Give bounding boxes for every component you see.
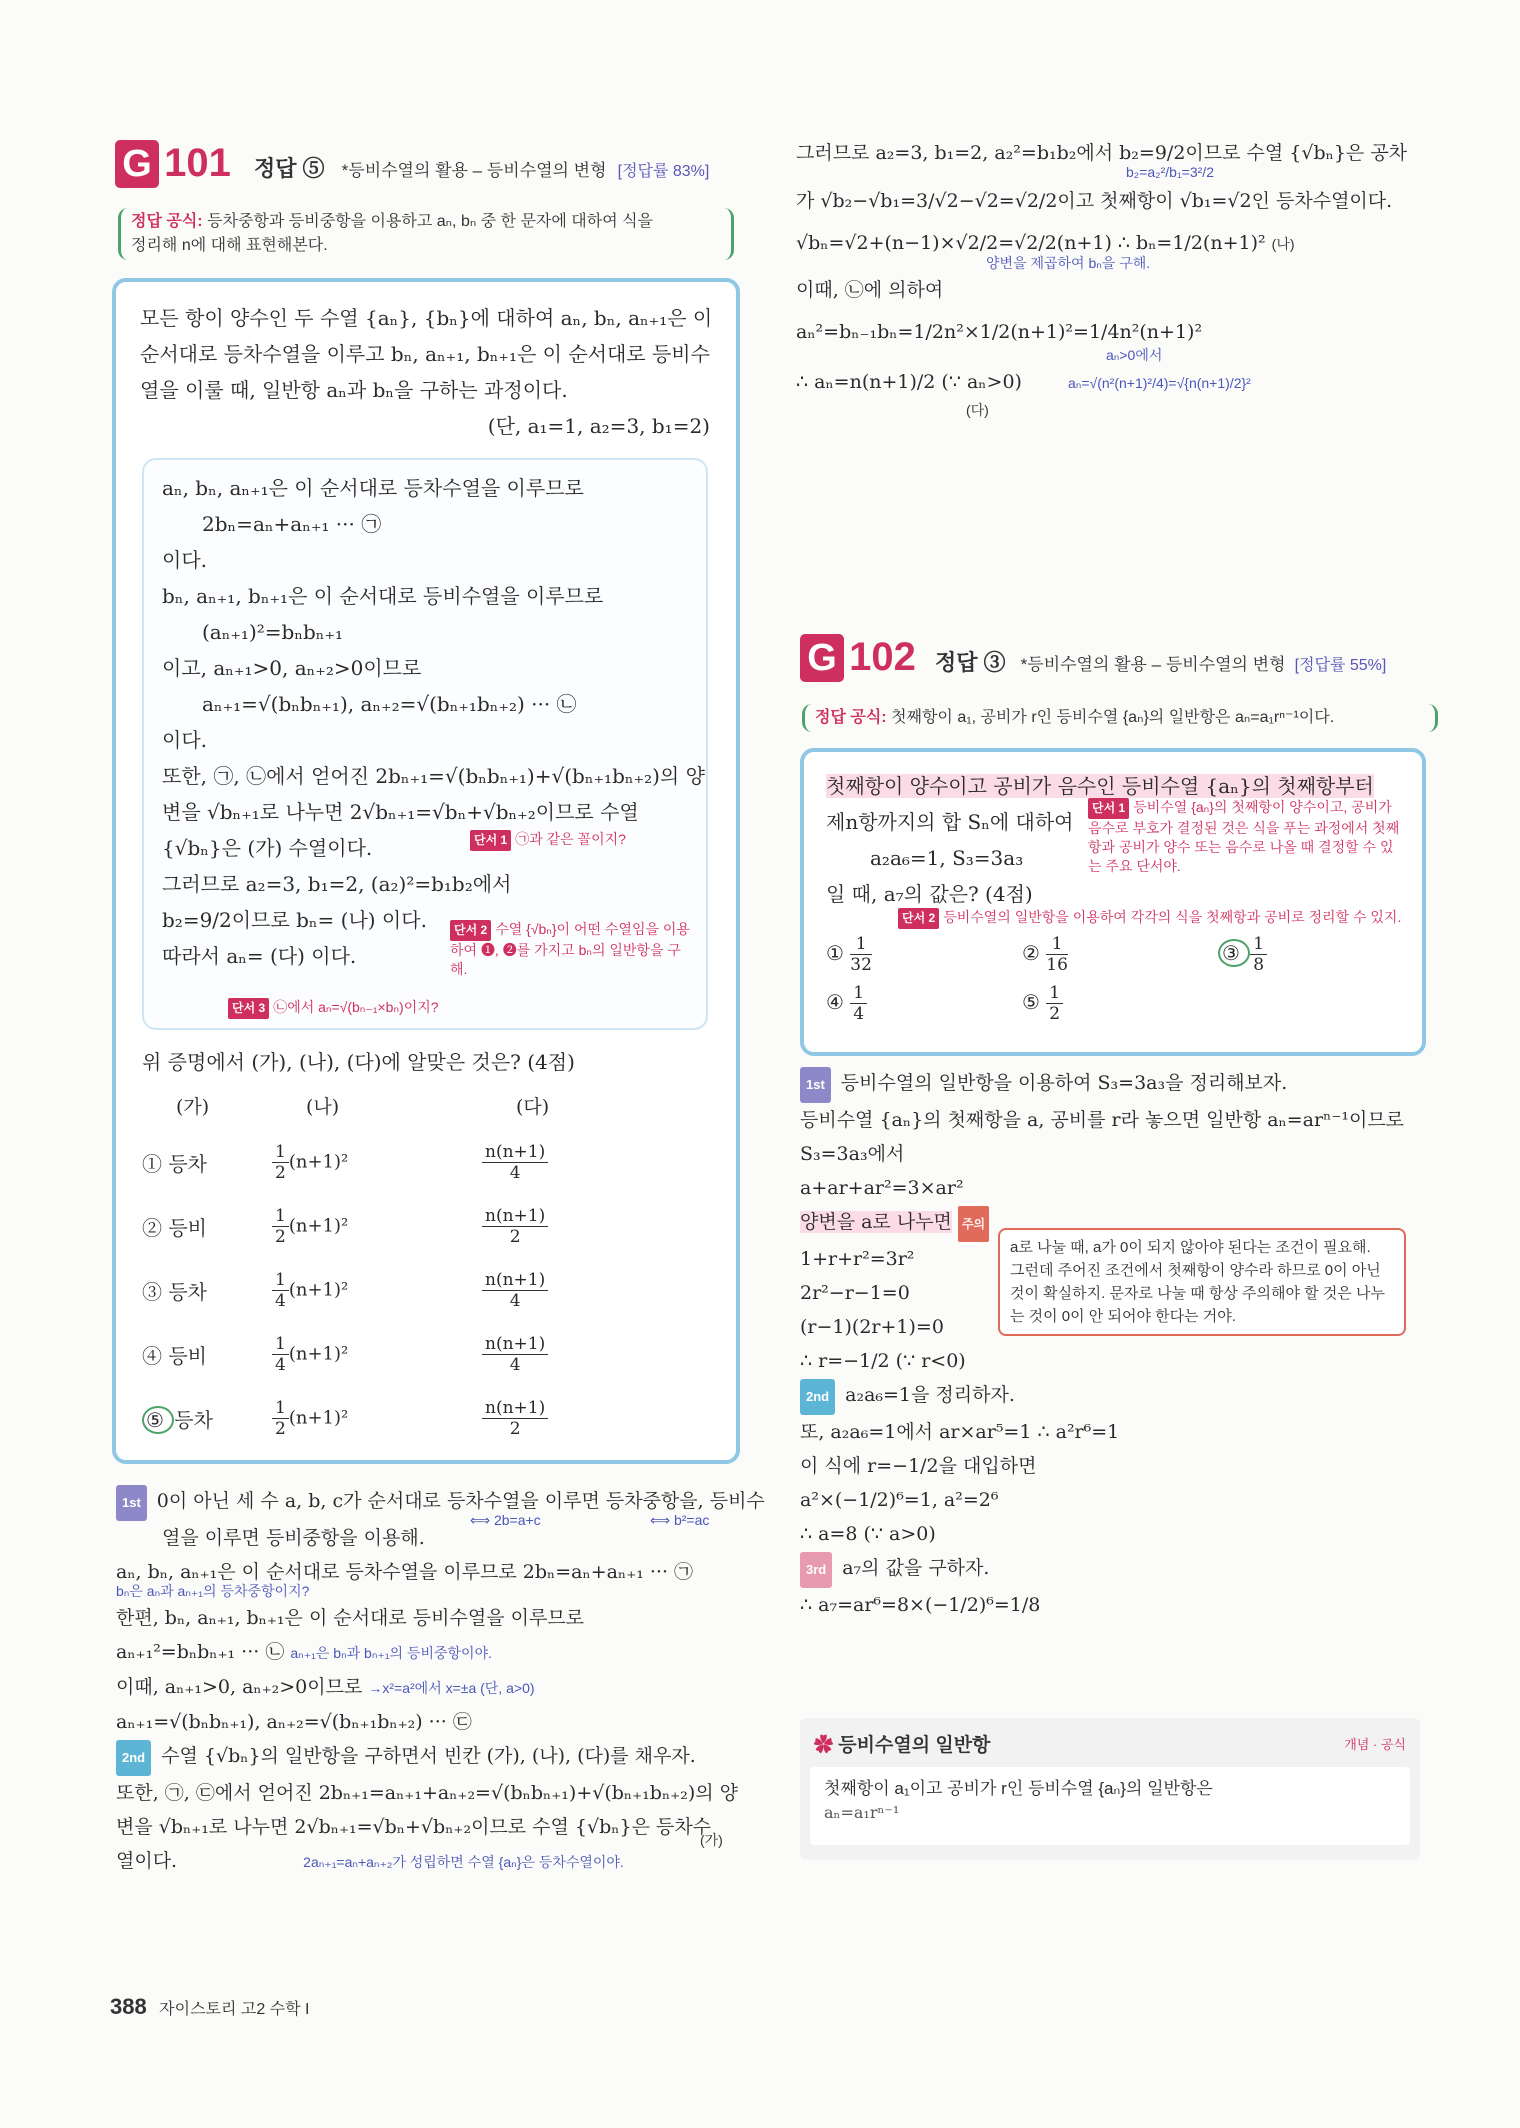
step-3rd-badge: 3rd	[800, 1552, 832, 1588]
problem-101-statement	[140, 300, 720, 444]
note: (다)	[966, 402, 989, 418]
choice-number: ①	[142, 1151, 169, 1176]
proof-line: 이다.	[162, 548, 207, 572]
concept-formula: aₙ=a₁rⁿ⁻¹	[824, 1803, 900, 1822]
choice-item[interactable]	[1022, 983, 1218, 1024]
proof-line: 또한, ㉠, ㉡에서 얻어진 2bₙ₊₁=√(bₙbₙ₊₁)+√(bₙ₊₁bₙ₊₂)의 양	[162, 764, 705, 788]
choice-number: ③	[1218, 939, 1250, 967]
solution-line: aₙ, bₙ, aₙ₊₁은 이 순서대로 등차수열을 이루므로 2bₙ=aₙ+aₙ₊₁ ··· ㉠	[116, 1561, 694, 1583]
concept-text: 첫째항이 a₁이고 공비가 r인 등비수열 {aₙ}의 일반항은	[824, 1779, 1213, 1798]
solution-line: 이때, ㉡에 의하여	[796, 279, 944, 301]
note: aₙ=√(n²(n+1)²/4)=√{n(n+1)/2}²	[1068, 375, 1251, 391]
proof-line: 그러므로 a₂=3, b₁=2, (a₂)²=b₁b₂에서	[162, 872, 512, 896]
choice-number: ④	[826, 990, 851, 1014]
formula-text: 첫째항이 a₁, 공비가 r인 등비수열 {aₙ}의 일반항은 aₙ=a₁rⁿ⁻¹이다.	[891, 709, 1335, 726]
problem-line: 제n항까지의 합 Sₙ에 대하여	[826, 810, 1074, 834]
choice-da	[442, 1270, 632, 1311]
choice-list-101	[142, 1130, 702, 1450]
choice-number: ②	[142, 1215, 169, 1240]
choice-na	[242, 1270, 442, 1311]
solution-line: S₃=3a₃에서	[800, 1143, 905, 1165]
solution-line-group	[116, 1635, 746, 1670]
choice-number: ②	[1022, 941, 1047, 965]
answer-formula	[802, 704, 1438, 732]
proof-line: 2bₙ=aₙ+aₙ₊₁ ··· ㉠	[202, 512, 382, 536]
solution-line: 또, a₂a₆=1에서 ar×ar⁵=1 ∴ a²r⁶=1	[800, 1421, 1120, 1443]
choice-da	[442, 1334, 632, 1375]
caution-line: 것이 확실하지. 문자로 나눌 때 항상 주의해야 할 것은 나누	[1010, 1285, 1385, 1302]
note: (가)	[700, 1832, 723, 1848]
note: aₙ>0에서	[1106, 347, 1163, 363]
choice-text: 등비	[168, 1215, 207, 1240]
hint-text: ㉠과 같은 꼴이지?	[515, 831, 626, 847]
step-title: a₂a₆=1을 정리하자.	[845, 1384, 1015, 1406]
proof-line: {√bₙ}은 (가) 수열이다.	[162, 836, 373, 860]
hint-tag: 단서 2	[450, 920, 491, 941]
solution-line: a+ar+ar²=3×ar²	[800, 1177, 964, 1199]
solution-102	[800, 1066, 1440, 1622]
caution-line: 는 것이 0이 안 되어야 한다는 거야.	[1010, 1308, 1236, 1325]
formula-label: 정답 공식:	[815, 709, 887, 726]
note: (나)	[1271, 236, 1295, 252]
solution-line: aₙ₊₁=√(bₙbₙ₊₁), aₙ₊₂=√(bₙ₊₁bₙ₊₂) ··· ㉢	[116, 1711, 472, 1733]
answer-label: 정답 ③	[934, 650, 1006, 675]
choice-row[interactable]	[142, 1322, 702, 1386]
fraction: $\frac{1}{2}$	[1046, 983, 1063, 1024]
choice-text: (n+1)²	[288, 1279, 349, 1300]
fraction: $\frac{1}{4}$	[272, 1334, 289, 1375]
solution-line: aₙ₊₁²=bₙbₙ₊₁ ··· ㉡	[116, 1641, 285, 1663]
problem-101-header	[115, 140, 709, 188]
solution-101-left	[116, 1484, 765, 1879]
choice-da	[442, 1206, 632, 1247]
caution-tag: 주의	[958, 1206, 989, 1242]
step-title: 등비수열의 일반항을 이용하여 S₃=3a₃을 정리해보자.	[840, 1072, 1288, 1094]
question-text: 위 증명에서 (가), (나), (다)에 알맞은 것은? (4점)	[142, 1050, 575, 1074]
formula-text-2: 정리해 n에 대해 표현해본다.	[131, 237, 328, 254]
fraction: $\frac{1}{2}$	[272, 1142, 289, 1183]
solution-line-group	[116, 1670, 746, 1705]
page-footer	[110, 1994, 310, 2020]
note: →x²=a²에서 x=±a (단, a>0)	[368, 1680, 535, 1696]
choice-na	[242, 1142, 442, 1183]
note: bₙ은 aₙ과 aₙ₊₁의 등차중항이지?	[116, 1583, 310, 1599]
proof-line: aₙ₊₁=√(bₙbₙ₊₁), aₙ₊₂=√(bₙ₊₁bₙ₊₂) ··· ㉡	[202, 692, 577, 716]
page-number: 388	[110, 1994, 147, 2019]
problem-102-header	[800, 634, 1386, 682]
choice-text: (n+1)²	[288, 1407, 349, 1428]
solution-line: 열이다.	[116, 1850, 178, 1872]
choice-number: ①	[826, 941, 851, 965]
hint-text: 수열 {√bₙ}이 어떤 수열임을 이용하여 ❶, ❷를 가지고 bₙ의 일반항을 구해.	[450, 921, 690, 977]
hint-text: 등비수열의 일반항을 이용하여 각각의 식을 첫째항과 공비로 정리할 수 있지.	[943, 909, 1402, 925]
choice-table	[142, 1092, 702, 1124]
problem-line: a₂a₆=1, S₃=3a₃	[870, 846, 1024, 870]
column-header: (가)	[176, 1096, 210, 1118]
choice-na	[242, 1206, 442, 1247]
note: b₂=a₂²/b₁=3²/2	[1126, 164, 1214, 180]
concept-header	[800, 1718, 1420, 1757]
choice-item[interactable]	[826, 983, 1022, 1024]
solution-line: 한편, bₙ, aₙ₊₁, bₙ₊₁은 이 순서대로 등비수열을 이루므로	[116, 1607, 585, 1629]
flower-icon: ✿	[814, 1735, 834, 1756]
choice-da	[442, 1398, 632, 1439]
problem-line: 일 때, a₇의 값은? (4점)	[826, 882, 1033, 906]
choice-text: 등비	[168, 1343, 207, 1368]
solution-line: 양변을 a로 나누면	[800, 1211, 952, 1233]
solution-line: √bₙ=√2+(n−1)×√2/2=√2/2(n+1) ∴ bₙ=1/2(n+1)²	[796, 232, 1266, 254]
solution-line: 그러므로 a₂=3, b₁=2, a₂²=b₁b₂에서 b₂=9/2이므로 수열 {√bₙ}은 공차	[796, 142, 1408, 164]
fraction: $\frac{n(n+1)}{4}$	[482, 1270, 548, 1311]
fraction: $\frac{n(n+1)}{4}$	[482, 1334, 548, 1375]
problem-line: 첫째항이 양수이고 공비가 음수인 등비수열 {aₙ}의 첫째항부터	[826, 774, 1374, 798]
choice-ga	[142, 1276, 242, 1305]
concept-title-row	[814, 1730, 990, 1757]
concept-title: 등비수열의 일반항	[838, 1735, 991, 1756]
choice-na	[242, 1334, 442, 1375]
caution-line: a로 나눌 때, a가 0이 되지 않아야 된다는 조건이 필요해.	[1010, 1239, 1371, 1256]
concept-box	[800, 1718, 1420, 1860]
problem-number: 102	[849, 635, 916, 679]
fraction: $\frac{n(n+1)}{4}$	[482, 1142, 548, 1183]
hint-2	[450, 920, 690, 979]
choice-item[interactable]	[1218, 934, 1414, 975]
hint-2	[898, 908, 1408, 929]
hint-tag: 단서 2	[898, 908, 939, 929]
proof-line: 따라서 aₙ= (다) 이다.	[162, 944, 357, 968]
solution-line: ∴ a=8 (∵ a>0)	[800, 1523, 936, 1545]
fraction: $\frac{1}{4}$	[272, 1270, 289, 1311]
solution-line: (r−1)(2r+1)=0	[800, 1316, 944, 1338]
choice-row[interactable]	[142, 1194, 702, 1258]
fraction: $\frac{1}{4}$	[850, 983, 867, 1024]
solution-line: 가 √b₂−√b₁=3/√2−√2=√2/2이고 첫째항이 √b₁=√2인 등차수열이다.	[796, 190, 1393, 212]
choice-list-102	[826, 934, 1386, 1024]
problem-badge: G	[115, 140, 159, 188]
problem-line: 순서대로 등차수열을 이루고 bₙ, aₙ₊₁, bₙ₊₁은 이 순서대로 등비수	[140, 342, 710, 366]
proof-line: (aₙ₊₁)²=bₙbₙ₊₁	[202, 620, 344, 644]
answer-label: 정답 ⑤	[253, 156, 325, 181]
solution-line-group	[116, 1844, 746, 1879]
hint-text: ㉡에서 aₙ=√(bₙ₋₁×bₙ)이지?	[273, 999, 439, 1015]
solution-line: 이 식에 r=−1/2을 대입하면	[800, 1455, 1037, 1477]
fraction: $\frac{1}{8}$	[1250, 934, 1267, 975]
choice-number: ④	[142, 1343, 169, 1368]
choice-text: (n+1)²	[288, 1151, 349, 1172]
note: 양변을 제곱하여 bₙ을 구해.	[986, 255, 1151, 271]
note: aₙ₊₁은 bₙ과 bₙ₊₁의 등비중항이야.	[290, 1645, 492, 1661]
solution-line: ∴ r=−1/2 (∵ r<0)	[800, 1350, 966, 1372]
note: 2aₙ₊₁=aₙ+aₙ₊₂가 성립하면 수열 {aₙ}은 등차수열이야.	[303, 1854, 624, 1870]
formula-text-1: 등차중항과 등비중항을 이용하고 aₙ, bₙ 중 한 문자에 대하여 식을	[207, 213, 654, 230]
step-2nd-badge: 2nd	[800, 1379, 835, 1415]
hint-tag: 단서 1	[470, 830, 511, 851]
solution-line: aₙ²=bₙ₋₁bₙ=1/2n²×1/2(n+1)²=1/4n²(n+1)²	[796, 321, 1203, 343]
problem-line: 열을 이룰 때, 일반항 aₙ과 bₙ을 구하는 과정이다.	[140, 378, 568, 402]
step-1st-badge: 1st	[800, 1067, 831, 1103]
fraction: $\frac{n(n+1)}{2}$	[482, 1206, 548, 1247]
hint-tag: 단서 1	[1088, 798, 1129, 819]
book-title: 자이스토리 고2 수학 I	[159, 2001, 310, 2018]
concept-body	[810, 1767, 1410, 1845]
choice-text: (n+1)²	[288, 1343, 349, 1364]
choice-row[interactable]	[142, 1386, 702, 1450]
solution-line: 1+r+r²=3r²	[800, 1248, 915, 1270]
note: ⟺ 2b=a+c	[470, 1512, 541, 1528]
problem-badge: G	[800, 634, 844, 682]
problem-line: 모든 항이 양수인 두 수열 {aₙ}, {bₙ}에 대하여 aₙ, bₙ, aₙ₊₁은 이	[140, 306, 713, 330]
answer-formula	[118, 208, 734, 260]
choice-na	[242, 1398, 442, 1439]
concept-tag: 개념 · 공식	[1344, 1737, 1406, 1752]
choice-number: ⑤	[1022, 990, 1047, 1014]
solution-line: a²×(−1/2)⁶=1, a²=2⁶	[800, 1489, 999, 1511]
solution-line: 0이 아닌 세 수 a, b, c가 순서대로 등차수열을 이루면 등차중항을, 등비수	[156, 1490, 765, 1512]
solution-line: 변을 √bₙ₊₁로 나누면 2√bₙ₊₁=√bₙ+√bₙ₊₂이므로 수열 {√bₙ}은 등차수	[116, 1816, 712, 1838]
choice-text: 등차	[168, 1151, 207, 1176]
solution-line: 이때, aₙ₊₁>0, aₙ₊₂>0이므로	[116, 1676, 363, 1698]
problem-number: 101	[164, 141, 231, 185]
proof-line: b₂=9/2이므로 bₙ= (나) 이다.	[162, 908, 427, 932]
formula-label: 정답 공식:	[131, 213, 203, 230]
choice-row[interactable]	[142, 1258, 702, 1322]
choice-grid	[826, 934, 1386, 1024]
solution-101-right	[796, 136, 1436, 420]
fraction: $\frac{n(n+1)}{2}$	[482, 1398, 548, 1439]
correct-rate: [정답률 83%]	[617, 163, 710, 180]
step-title: a₇의 값을 구하자.	[842, 1557, 990, 1579]
column-header: (나)	[306, 1096, 340, 1118]
topic-label: *등비수열의 활용 – 등비수열의 변형	[1020, 655, 1286, 674]
proof-line: aₙ, bₙ, aₙ₊₁은 이 순서대로 등차수열을 이루므로	[162, 476, 584, 500]
hint-text: 등비수열 {aₙ}의 첫째항이 양수이고, 공비가 음수로 부호가 결정된 것은 식을 푸는 과정에서 첫째항과 공비가 양수 또는 음수로 나올 때 결정할 수 있는 주요 단서야.	[1088, 799, 1400, 874]
choice-number: ⑤	[142, 1406, 174, 1434]
choice-number: ③	[142, 1279, 169, 1304]
choice-item[interactable]	[826, 934, 1022, 975]
solution-line-group	[796, 365, 1436, 400]
hint-tag: 단서 3	[228, 998, 269, 1019]
choice-ga	[142, 1340, 242, 1369]
fraction: $\frac{1}{16}$	[1046, 934, 1068, 975]
solution-line: 등비수열 {aₙ}의 첫째항을 a, 공비를 r라 놓으면 일반항 aₙ=arⁿ⁻¹이므로	[800, 1109, 1405, 1131]
choice-text: 등차	[174, 1407, 213, 1432]
step-1st-badge: 1st	[116, 1485, 147, 1521]
choice-row[interactable]	[142, 1130, 702, 1194]
fraction: $\frac{1}{32}$	[850, 934, 872, 975]
solution-line: 열을 이루면 등비중항을 이용해.	[162, 1527, 425, 1549]
topic-label: *등비수열의 활용 – 등비수열의 변형	[341, 161, 607, 180]
problem-condition: (단, a₁=1, a₂=3, b₁=2)	[487, 414, 710, 438]
choice-da	[442, 1142, 632, 1183]
caution-line: 그런데 주어진 조건에서 첫째항이 양수라 하므로 0이 아닌	[1010, 1262, 1381, 1279]
step-2nd-badge: 2nd	[116, 1740, 151, 1776]
column-header: (다)	[516, 1096, 550, 1118]
choice-ga	[142, 1212, 242, 1241]
solution-line: 수열 {√bₙ}의 일반항을 구하면서 빈칸 (가), (나), (다)를 채우자.	[161, 1745, 696, 1767]
fraction: $\frac{1}{2}$	[272, 1206, 289, 1247]
hint-3	[228, 998, 439, 1019]
note: ⟺ b²=ac	[650, 1512, 710, 1528]
hint-1	[470, 830, 626, 851]
proof-line: 이고, aₙ₊₁>0, aₙ₊₂>0이므로	[162, 656, 422, 680]
choice-item[interactable]	[1022, 934, 1218, 975]
fraction: $\frac{1}{2}$	[272, 1398, 289, 1439]
correct-rate: [정답률 55%]	[1294, 657, 1387, 674]
solution-line: ∴ a₇=ar⁶=8×(−1/2)⁶=1/8	[800, 1594, 1041, 1616]
proof-text	[162, 470, 705, 974]
choice-ga	[142, 1148, 242, 1177]
choice-text: (n+1)²	[288, 1215, 349, 1236]
solution-line: 2r²−r−1=0	[800, 1282, 910, 1304]
hint-1	[1088, 798, 1403, 876]
caution-box	[998, 1228, 1406, 1336]
solution-line: 또한, ㉠, ㉢에서 얻어진 2bₙ₊₁=aₙ₊₁+aₙ₊₂=√(bₙbₙ₊₁)+√(bₙ₊₁bₙ₊₂)의 양	[116, 1782, 738, 1804]
solution-line: ∴ aₙ=n(n+1)/2 (∵ aₙ>0)	[796, 371, 1022, 393]
choice-ga	[142, 1404, 242, 1433]
choice-table-header	[142, 1092, 702, 1124]
proof-line: 변을 √bₙ₊₁로 나누면 2√bₙ₊₁=√bₙ+√bₙ₊₂이므로 수열	[162, 800, 639, 824]
proof-line: 이다.	[162, 728, 207, 752]
proof-line: bₙ, aₙ₊₁, bₙ₊₁은 이 순서대로 등비수열을 이루므로	[162, 584, 604, 608]
choice-text: 등차	[168, 1279, 207, 1304]
